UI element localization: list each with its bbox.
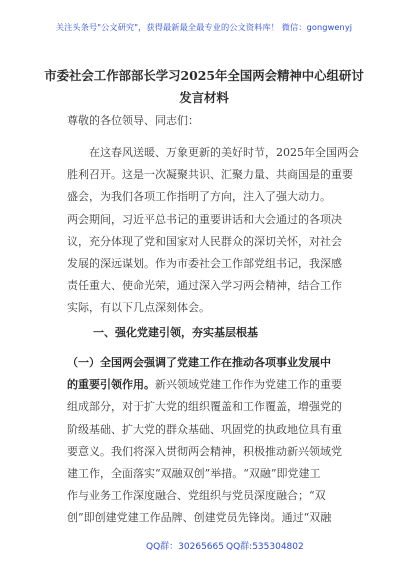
paragraph-line: 议，充分体现了党和国家对人民群众的深切关怀，对社会 <box>67 234 342 248</box>
paragraph-line: 要意义。我们将深入贯彻两会精神，积极推动新兴领域党 <box>67 444 342 458</box>
subheading-tail: 的重要引领作用。 <box>67 378 155 392</box>
salutation: 尊敬的各位领导、同志们： <box>67 114 199 127</box>
paragraph-inline-text: 新兴领域党建工作作为党建工作的重要 <box>155 378 342 392</box>
paragraph-line: 发展的深远谋划。作为市委社会工作部党组书记，我深感 <box>67 257 342 271</box>
title-line-2: 发言材料 <box>179 90 229 105</box>
paragraph-line: 实际，有以下几点深刻体会。 <box>67 301 210 315</box>
paragraph-line <box>67 374 351 396</box>
paragraph-line: 盛会，为我们各项工作指明了方向，注入了强大动力。 <box>67 190 331 204</box>
paragraph-line: 作与业务工作深度融合、党组织与党员深度融合；“双 <box>67 489 326 503</box>
subheading-line: （一）全国两会强调了党建工作在推动各项事业发展中 <box>67 356 331 369</box>
title-line-1: 市委社会工作部部长学习2025年全国两会精神中心组研讨 <box>44 68 364 83</box>
paragraph-line: 责任重大、使命光荣，通过深入学习两会精神，结合工作 <box>67 279 342 293</box>
paragraph-2 <box>67 352 351 530</box>
top-banner: 关注头条号"公文研究"，获得最新最全最专业的公文资料库！ 微信：gongwenyj <box>55 22 353 32</box>
document-title <box>40 65 368 109</box>
paragraph-line: 创”即创建党建工作品牌、创建党员先锋岗。通过“双融 <box>67 511 332 525</box>
qq-group-1: QQ群：30265665 <box>146 542 224 552</box>
paragraph-line: 两会期间，习近平总书记的重要讲话和大会通过的各项决 <box>67 212 342 226</box>
paragraph-line: 阶级基础、扩大党的群众基础、巩固党的执政地位具有重 <box>67 422 342 436</box>
paragraph-line: 在这春风送暖、万象更新的美好时节，2025年全国两会 <box>67 146 359 159</box>
paragraph-line: 胜利召开。这是一次凝聚共识、汇聚力量、共商国是的重要 <box>67 168 353 182</box>
paragraph-line: 建工作，全面落实“双融双创”举措。“双融”即党建工 <box>67 467 321 481</box>
paragraph-line: 组成部分，对于扩大党的组织覆盖和工作覆盖，增强党的 <box>67 400 342 414</box>
qq-group-2: QQ群:535304802 <box>226 542 304 552</box>
section-heading: 一、强化党建引领，夯实基层根基 <box>93 326 258 339</box>
paragraph-1 <box>67 142 359 320</box>
